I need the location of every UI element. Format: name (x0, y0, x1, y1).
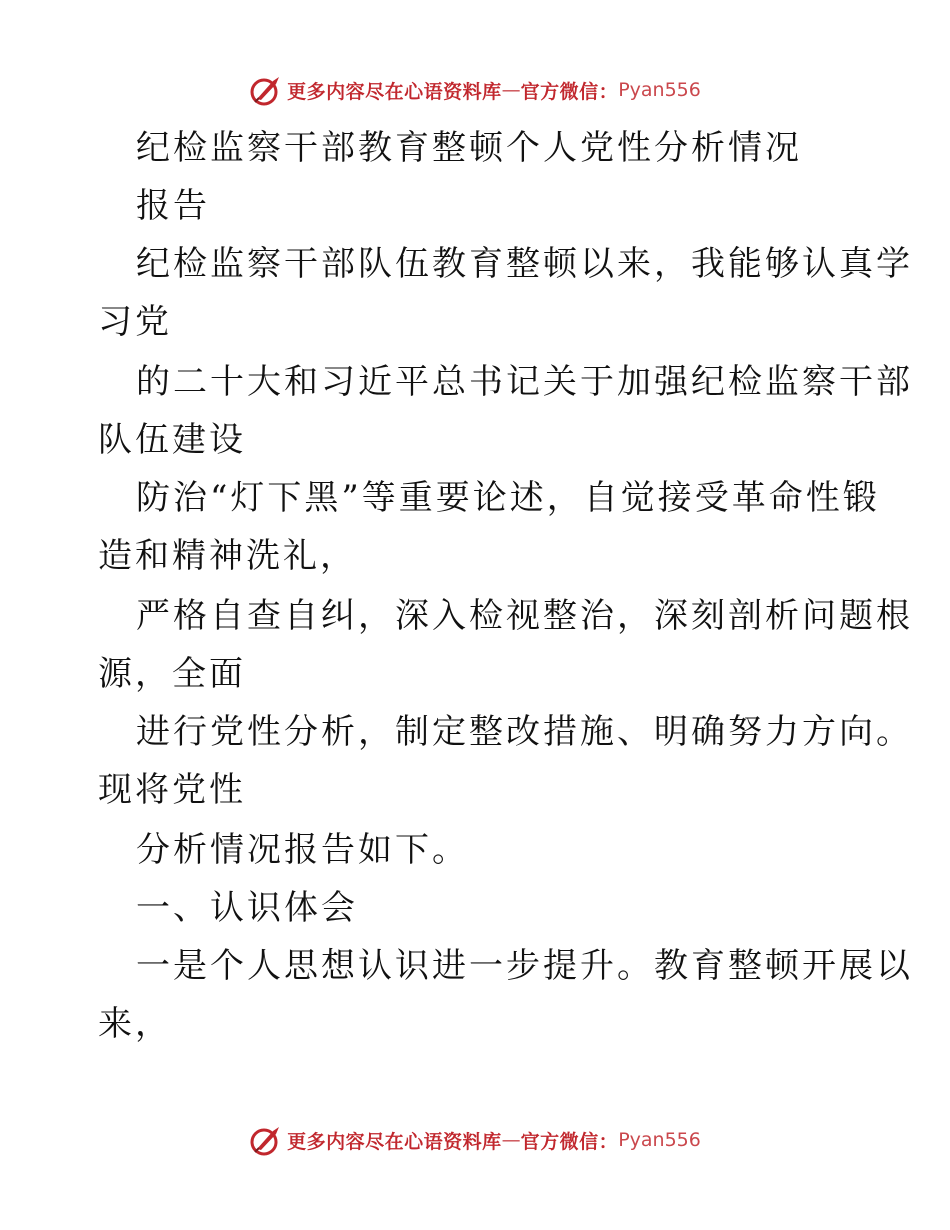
paragraph-line: 源，全面 (98, 654, 246, 694)
paragraph-line: 的二十大和习近平总书记关于加强纪检监察干部 (136, 362, 913, 402)
paragraph-line: 现将党性 (98, 770, 246, 810)
paragraph-line: 严格自查自纠，深入检视整治，深刻剖析问题根 (136, 596, 913, 636)
footer-watermark (0, 1120, 950, 1160)
paragraph-line: 来， (98, 1004, 172, 1044)
watermark-contact-label: 官方微信： (520, 1130, 619, 1153)
paragraph-line: 队伍建设 (98, 420, 246, 460)
paragraph-line: 一是个人思想认识进一步提升。教育整顿开展以 (136, 946, 913, 986)
paragraph-line: 习党 (98, 302, 172, 342)
watermark-dash: — (501, 79, 521, 101)
watermark-contact-id: Pyan556 (618, 1129, 701, 1151)
watermark-contact-label: 官方微信： (520, 80, 619, 103)
paragraph-line: 造和精神洗礼， (98, 536, 357, 576)
quill-pen-logo-icon (249, 73, 283, 107)
paragraph-line: 防治“灯下黑”等重要论述，自觉接受革命性锻 (136, 478, 880, 518)
section-heading: 一、认识体会 (136, 888, 358, 928)
paragraph-line: 纪检监察干部队伍教育整顿以来，我能够认真学 (136, 244, 913, 284)
watermark-contact-id: Pyan556 (618, 79, 701, 101)
watermark-brand: 更多内容尽在心语资料库 (287, 80, 502, 103)
document-title-continued: 报告 (136, 186, 210, 226)
paragraph-line: 进行党性分析，制定整改措施、明确努力方向。 (136, 712, 913, 752)
document-title: 纪检监察干部教育整顿个人党性分析情况 (136, 128, 802, 168)
quill-pen-logo-icon (249, 1123, 283, 1157)
paragraph-line: 分析情况报告如下。 (136, 830, 469, 870)
watermark-dash: — (501, 1129, 521, 1151)
watermark-brand: 更多内容尽在心语资料库 (287, 1130, 502, 1153)
header-watermark (0, 70, 950, 110)
